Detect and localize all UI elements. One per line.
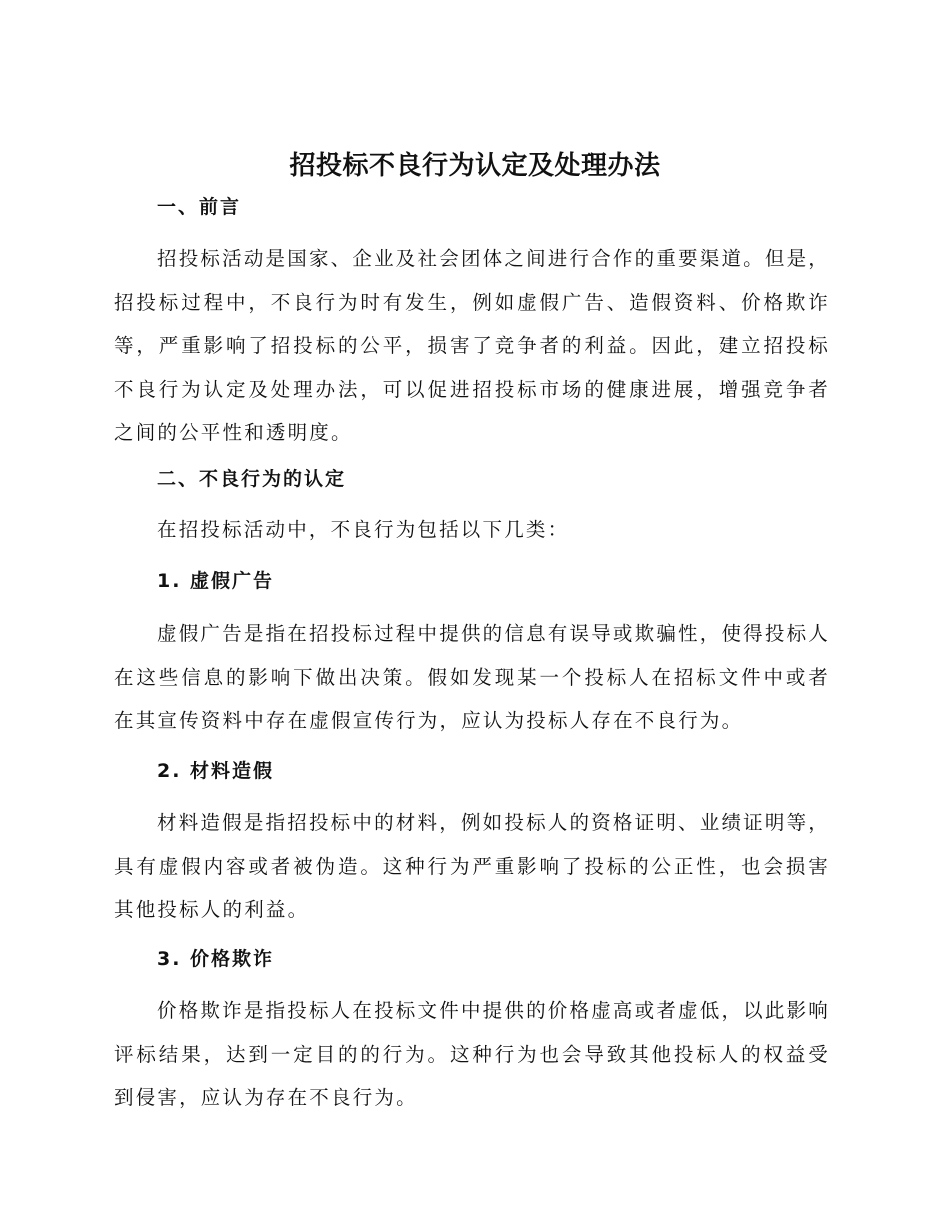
document-title: 招投标不良行为认定及处理办法 <box>289 151 661 181</box>
paragraph-false-advertising: 虚假广告是指在招投标过程中提供的信息有误导或欺骗性，使得投标人在这些信息的影响下做出决策。假如发现某一个投标人在招标文件中或者在其宣传资料中存在虚假宣传行为，应认为投标人存在不良行为。 <box>114 622 830 732</box>
paragraph-identification-intro: 在招投标活动中，不良行为包括以下几类： <box>157 518 570 541</box>
subheading-material-fraud: 2. 材料造假 <box>157 760 275 782</box>
subheading-false-advertising: 1. 虚假广告 <box>157 570 275 592</box>
section-heading-identification: 二、不良行为的认定 <box>157 468 347 490</box>
subheading-price-fraud: 3. 价格欺诈 <box>157 948 275 970</box>
paragraph-price-fraud: 价格欺诈是指投标人在投标文件中提供的价格虚高或者虚低，以此影响评标结果，达到一定目的的行为。这种行为也会导致其他投标人的权益受到侵害，应认为存在不良行为。 <box>114 999 830 1109</box>
paragraph-material-fraud: 材料造假是指招投标中的材料，例如投标人的资格证明、业绩证明等，具有虚假内容或者被伪造。这种行为严重影响了投标的公正性，也会损害其他投标人的利益。 <box>114 811 830 921</box>
paragraph-preface: 招投标活动是国家、企业及社会团体之间进行合作的重要渠道。但是，招投标过程中，不良行为时有发生，例如虚假广告、造假资料、价格欺诈等，严重影响了招投标的公平，损害了竞争者的利益。因此，建立招投标不良行为认定及处理办法，可以促进招投标市场的健康进展，增强竞争者之间的公平性和透明度。 <box>114 247 830 444</box>
section-heading-preface: 一、前言 <box>157 196 242 218</box>
